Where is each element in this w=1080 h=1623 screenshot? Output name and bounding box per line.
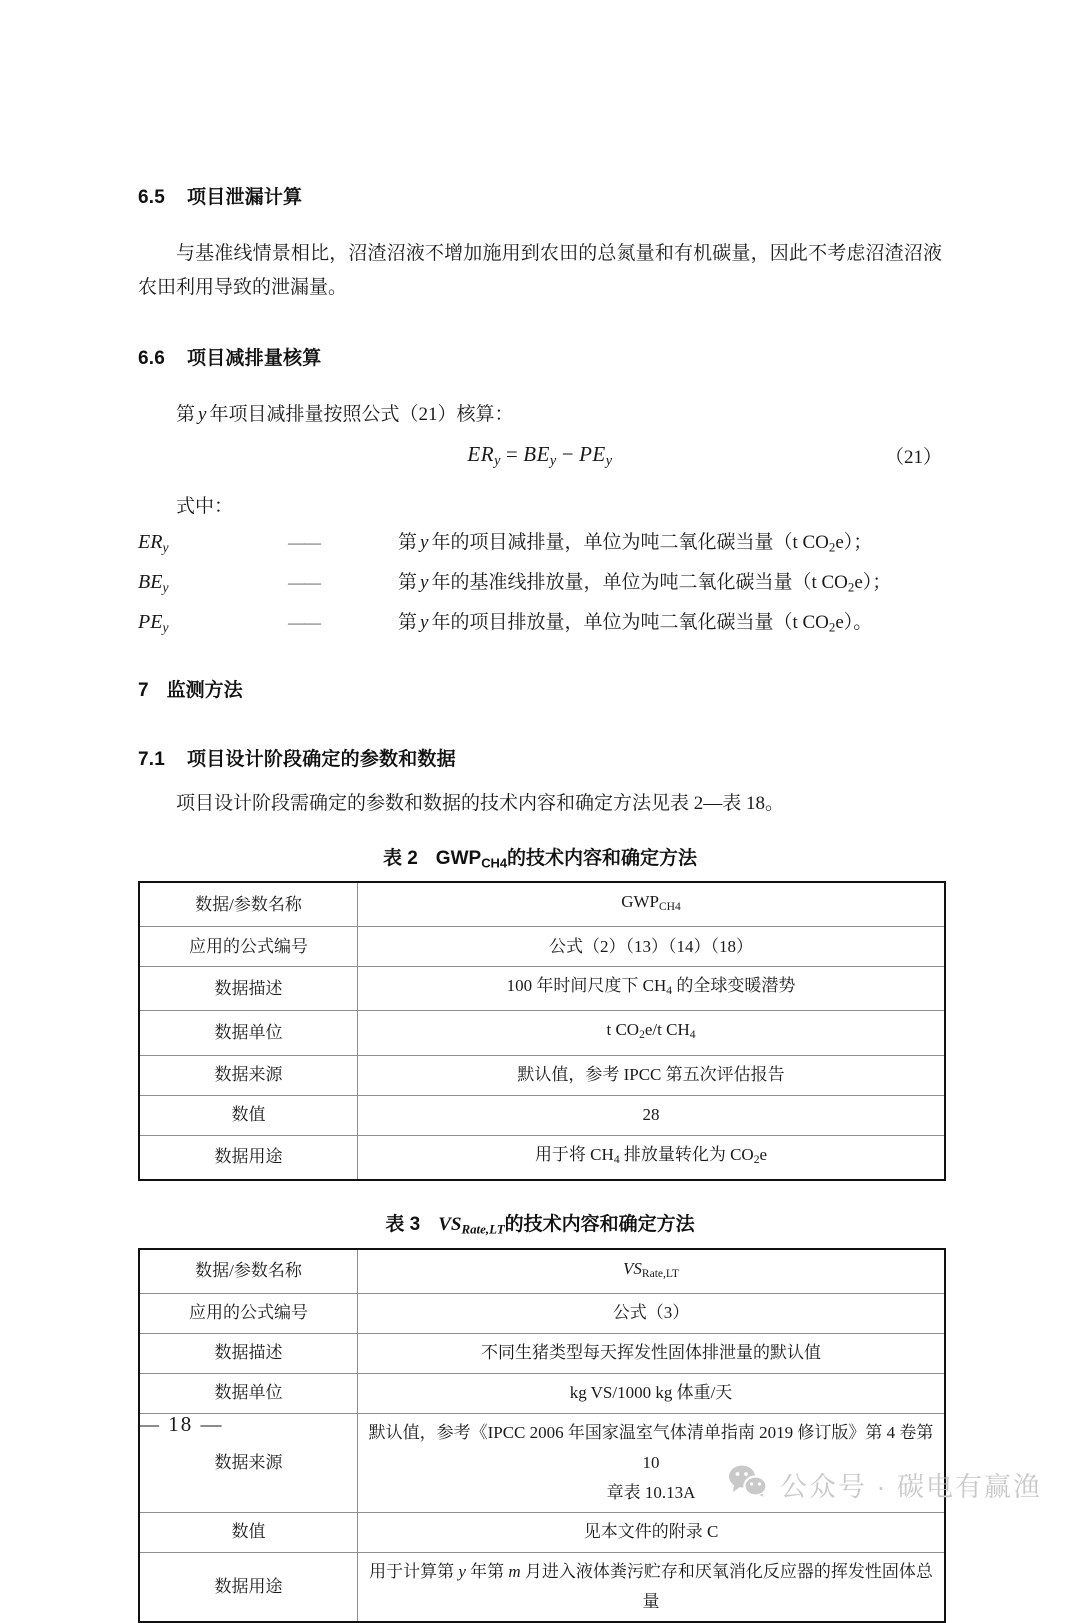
paragraph-6-6-lead [138, 398, 942, 432]
page-number: — 18 — [138, 1412, 224, 1436]
table3-row3-value: kg VS/1000 kg 体重/天 [358, 1373, 945, 1413]
definition-dash: —— [288, 533, 320, 552]
definition-item [138, 566, 942, 604]
heading-7-number: 7 [138, 680, 149, 702]
table-row [140, 967, 944, 1011]
lead-variable: y [198, 404, 207, 425]
table2-row5-value: 28 [358, 1095, 945, 1135]
table2-row1-value: 公式（2）（13）（14）（18） [358, 927, 945, 967]
heading-7-1-number: 7.1 [138, 749, 166, 771]
table2-row6-value: 用于将 $CH_4$ 排放量转化为 $CO_2e$ [358, 1135, 945, 1179]
wechat-icon [728, 1464, 768, 1505]
table2-wrapper [138, 881, 946, 1181]
table3-row6-value: 用于计算第 y 年第 m 月进入液体粪污贮存和厌氧消化反应器的挥发性固体总量 [358, 1552, 945, 1621]
table2-row4-label: 数据来源 [140, 1055, 358, 1095]
table-row [140, 1011, 944, 1055]
table-row [140, 1512, 944, 1552]
table2-row0-label: 数据/参数名称 [140, 883, 358, 927]
watermark-text: 公众号 · 碳电有赢渔 [780, 1472, 1042, 1502]
formula-term2-sub: y [605, 452, 613, 469]
definition-symbol: $ER_y$ [138, 531, 169, 555]
table-row [140, 1293, 944, 1333]
paragraph-7-1: 项目设计阶段需确定的参数和数据的技术内容和确定方法见表 2—表 18。 [176, 793, 785, 815]
table-row [140, 1250, 944, 1294]
table2-row3-value: t $CO_2e/t$ $CH_4$ [358, 1011, 945, 1055]
table2-row4-value: 默认值，参考 IPCC 第五次评估报告 [358, 1055, 945, 1095]
definition-item [138, 526, 942, 564]
table2-row1-label: 应用的公式编号 [140, 927, 358, 967]
heading-7-1 [138, 744, 942, 771]
definition-list [138, 526, 942, 643]
formula-term1: BE [523, 442, 550, 466]
formula-lhs-sub: y [494, 452, 501, 469]
definition-dash: —— [288, 572, 320, 592]
table3-row4-line1: 默认值，参考《IPCC 2006 年国家温室气体清单指南 2019 修订版》第 4 卷第 10 [368, 1422, 934, 1472]
definition-text: 第 y 年的基准线排放量，单位为吨二氧化碳当量（t $CO_2e$）； [398, 571, 892, 595]
definition-symbol: $BE_y$ [138, 570, 169, 595]
table3 [140, 1250, 944, 1621]
definition-text: 第 y 年的项目排放量，单位为吨二氧化碳当量（t $CO_2e$）。 [398, 611, 873, 635]
heading-6-6-title: 项目减排量核算 [187, 348, 322, 369]
heading-6-5-number: 6.5 [138, 187, 166, 208]
heading-7-1-title: 项目设计阶段确定的参数和数据 [187, 749, 456, 771]
formula-term2: PE [579, 442, 606, 466]
table3-row5-value: 见本文件的附录 C [358, 1512, 945, 1552]
table2-row6-label: 数据用途 [140, 1135, 358, 1179]
table3-row2-label: 数据描述 [140, 1333, 358, 1373]
table2-row2-value: 100 年时间尺度下 $CH_4$ 的全球变暖潜势 [358, 967, 945, 1011]
table3-row6-label: 数据用途 [140, 1552, 358, 1621]
table2-caption-label: 表 2 [382, 848, 418, 870]
paragraph-6-5: 与基准线情景相比，沼渣沼液不增加施用到农田的总氮量和有机碳量，因此不考虑沼渣沼液农田利用导致的泄漏量。 [138, 243, 942, 298]
table2-caption: 表 2 $GWP_{CH4}$的技术内容和确定方法 [382, 848, 698, 871]
lead-prefix: 第 [176, 404, 196, 425]
table-row [140, 1333, 944, 1373]
table-row [140, 1095, 944, 1135]
definition-item [138, 606, 942, 644]
heading-6-6-number: 6.6 [138, 348, 166, 369]
heading-6-5-title: 项目泄漏计算 [187, 187, 303, 208]
table3-row2-value: 不同生猪类型每天挥发性固体排泄量的默认值 [358, 1333, 945, 1373]
heading-6-6 [138, 343, 942, 370]
heading-7 [138, 675, 942, 702]
where-label: 式中： [176, 496, 234, 517]
table2-caption-param: GWP [435, 848, 482, 870]
formula-term1-sub: y [549, 452, 557, 469]
table2 [140, 883, 944, 1179]
definition-text: 第 y 年的项目减排量，单位为吨二氧化碳当量（t $CO_2e$）； [398, 532, 873, 555]
table-row [140, 1552, 944, 1621]
table3-caption: 表 3 $VS_{Rate,LT}$的技术内容和确定方法 [385, 1213, 695, 1237]
table3-row4-label: 数据来源 [140, 1413, 358, 1512]
table3-caption-param: VS [438, 1213, 462, 1235]
formula-lhs: ER [467, 442, 495, 466]
table3-caption-tail: 的技术内容和确定方法 [504, 1213, 695, 1235]
table3-row5-label: 数值 [140, 1512, 358, 1552]
table3-row1-value: 公式（3） [358, 1293, 945, 1333]
heading-7-title: 监测方法 [166, 680, 243, 702]
table3-row1-label: 应用的公式编号 [140, 1293, 358, 1333]
heading-6-5 [138, 182, 942, 209]
table3-row3-label: 数据单位 [140, 1373, 358, 1413]
table3-row4-line2: 章表 10.13A [606, 1482, 696, 1502]
table2-row2-label: 数据描述 [140, 967, 358, 1011]
table2-row5-label: 数值 [140, 1095, 358, 1135]
table3-row0-value: $VS_{Rate,LT}$ [358, 1250, 945, 1294]
definition-symbol: $PE_y$ [138, 610, 169, 635]
table3-row0-label: 数据/参数名称 [140, 1250, 358, 1294]
table2-row3-label: 数据单位 [140, 1011, 358, 1055]
table-row [140, 1055, 944, 1095]
formula-equals: = [505, 442, 519, 466]
table-row [140, 1135, 944, 1179]
table3-wrapper [138, 1248, 946, 1623]
table-row [140, 927, 944, 967]
table-row [140, 883, 944, 927]
formula-21 [138, 442, 942, 470]
lead-suffix: 年项目减排量按照公式（21）核算： [209, 404, 514, 425]
page-content [138, 0, 942, 1623]
watermark [728, 1464, 1042, 1505]
table3-caption-label: 表 3 [385, 1213, 421, 1235]
table-row [140, 1373, 944, 1413]
table2-caption-tail: 的技术内容和确定方法 [507, 848, 698, 870]
table2-row0-value: $GWP_{CH4}$ [358, 883, 945, 927]
formula-21-row [138, 442, 942, 482]
formula-21-number: （21） [884, 447, 942, 468]
definition-dash: —— [288, 612, 320, 632]
formula-minus: − [561, 442, 575, 466]
